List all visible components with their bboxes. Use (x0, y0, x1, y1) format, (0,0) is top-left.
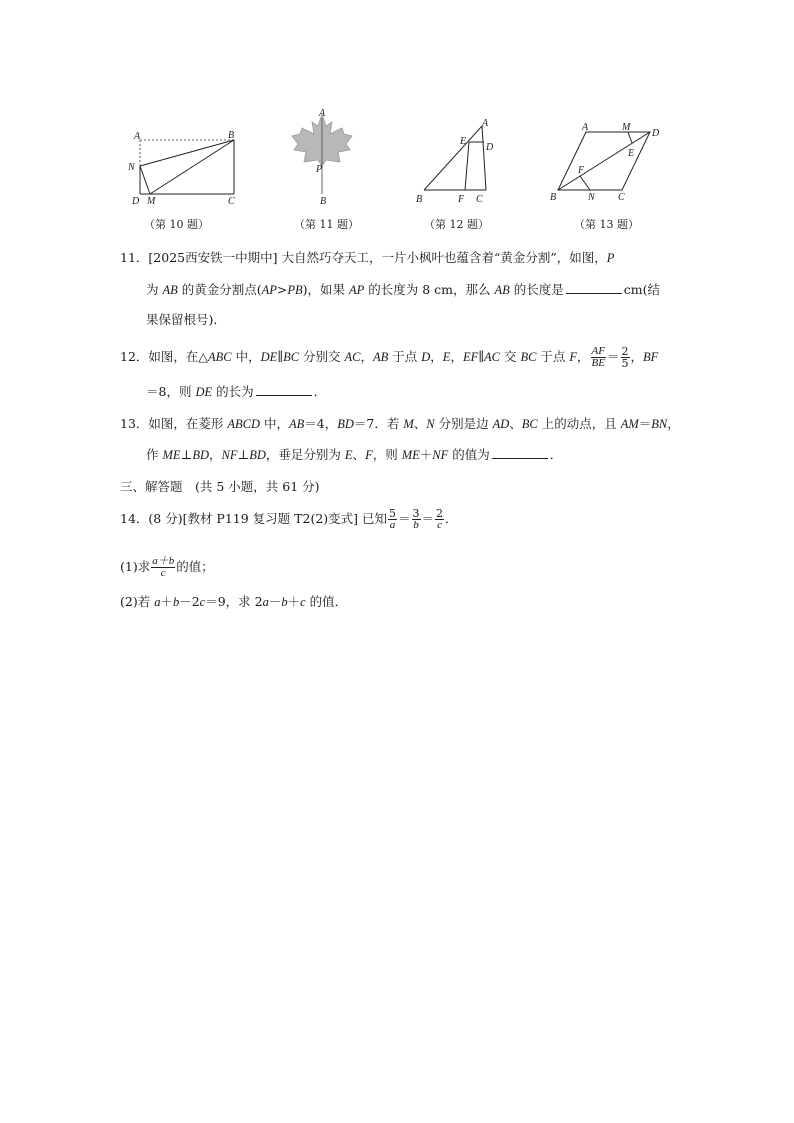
q13-text: ， (667, 416, 680, 431)
q12-var: F (569, 350, 578, 364)
q14-frac1-num: 5 (389, 507, 396, 520)
q14-part2-text: (2)若 (120, 594, 155, 609)
q12-var: ABC (208, 350, 232, 364)
fig10-label-a: A (134, 131, 141, 142)
fig10-label-b: B (228, 130, 235, 141)
q13-text: 的值为 (448, 447, 490, 462)
q13-text: ． (549, 447, 563, 462)
q13-var: AM (620, 417, 639, 431)
fig13-label-e: E (628, 148, 635, 159)
q13-text: 分别是边 (434, 416, 493, 431)
q11-text-2g: )，如果 (302, 282, 350, 297)
q14-frac3-den: c (437, 519, 442, 531)
q12-var: BF (643, 350, 659, 364)
q14-var: a (154, 595, 161, 609)
q12-line-1 (120, 346, 658, 369)
q14-part2-text: －2 (179, 594, 200, 609)
q11-text-2k: 的长度是 (509, 282, 564, 297)
figure-12 (410, 114, 500, 206)
q12-text: ， (360, 349, 374, 364)
fig13-label-m: M (622, 122, 631, 133)
q13-text: ＝7．若 (353, 416, 404, 431)
q14-eq: ＝ (421, 511, 435, 526)
fig10-label-d: D (132, 196, 140, 206)
q13-text: ，则 (372, 447, 402, 462)
fig10-label-c: C (228, 196, 235, 206)
q13-text: 中， (260, 416, 290, 431)
q13-var: M (403, 417, 414, 431)
q12-eq: ＝ (607, 349, 620, 364)
q12-answer-blank[interactable] (256, 383, 312, 396)
q13-line-2 (146, 446, 562, 464)
fig13-label-a: A (582, 122, 589, 133)
q12-text: 的长为 (212, 384, 254, 399)
q11-var-pb: PB (287, 283, 303, 297)
figure-10-caption: （第 10 题） (144, 218, 209, 231)
figure-10 (128, 128, 240, 206)
q11-gt: > (276, 282, 288, 297)
q11-text: 11．[2025西安铁一中期中] 大自然巧夺天工，一片小枫叶也蕴含着“黄金分割”，如图， (120, 250, 607, 265)
q12-text: 中， (231, 349, 261, 364)
q12-text: ， (450, 349, 463, 364)
q14-frac-5-a (388, 508, 397, 531)
q12-var: AB (373, 350, 389, 364)
fig11-label-p: P (316, 164, 323, 175)
q12-text: 12．如图，在△ (120, 349, 209, 364)
q13-text: ， (208, 447, 222, 462)
q14-part2-text: 的值． (305, 594, 348, 609)
fig12-label-c: C (476, 194, 483, 205)
q11-line-2 (146, 281, 660, 299)
figure-11-caption: （第 11 题） (294, 218, 359, 231)
q13-var: BD (192, 448, 209, 462)
figure-11 (290, 104, 370, 208)
fig13-label-f: F (578, 165, 585, 176)
fig12-label-a: A (482, 118, 489, 129)
q14-var: a (262, 595, 269, 609)
q14-frac-2-c (435, 508, 444, 531)
q14-part1-fraction (151, 556, 175, 579)
q12-parallel: ∥ (478, 349, 485, 364)
q12-text: 于点 (536, 349, 570, 364)
q12-text: 于点 (388, 349, 422, 364)
fig12-label-e: E (460, 136, 467, 147)
q13-var: AD (492, 417, 510, 431)
q14-frac2-num: 3 (412, 507, 420, 520)
q13-var: ME (162, 448, 181, 462)
q14-part-1 (120, 556, 214, 579)
q13-text: 13．如图，在菱形 (120, 416, 228, 431)
q11-text-3: 果保留根号)． (146, 312, 226, 327)
fig11-label-a: A (319, 108, 326, 119)
fig11-label-b: B (320, 196, 327, 207)
fig10-label-m: M (147, 196, 156, 206)
fig12-label-f: F (458, 194, 465, 205)
fig10-label-n: N (128, 162, 135, 173)
q13-var: ME (401, 448, 420, 462)
q12-fraction-af-be (591, 346, 606, 369)
q13-answer-blank[interactable] (492, 446, 548, 459)
q14-frac2-den: b (413, 519, 419, 531)
q11-line-1 (120, 249, 614, 267)
q13-var: BD (249, 448, 266, 462)
q14-part2-text: － (268, 594, 282, 609)
q12-text: ＝8，则 (146, 384, 196, 399)
q14-part1-num: a＋b (152, 555, 175, 567)
q13-var: F (365, 448, 373, 462)
q12-var: EF (462, 350, 479, 364)
figure-12-caption: （第 12 题） (424, 218, 489, 231)
q11-line-3 (146, 311, 226, 329)
q13-text: 上的动点，且 (537, 416, 621, 431)
q14-line-1 (120, 508, 458, 531)
figure-13-caption: （第 13 题） (574, 218, 639, 231)
q12-var: BC (520, 350, 537, 364)
fig13-label-b: B (550, 192, 557, 203)
q13-line-1 (120, 415, 680, 433)
figure-13 (546, 120, 674, 206)
q12-var: BC (283, 350, 300, 364)
q12-frac1-den: BE (591, 357, 605, 369)
q11-unit: cm(结 (623, 282, 661, 297)
q13-var: E (344, 448, 353, 462)
q14-part-2 (120, 593, 347, 611)
q14-text: 14．(8 分)[教材 P119 复习题 T2(2)变式] 已知 (120, 511, 387, 526)
figure-12-diagram (410, 114, 500, 206)
figure-10-diagram (128, 128, 240, 206)
q14-var: b (281, 595, 288, 609)
q12-var: DE (195, 385, 213, 399)
q11-var-ab-2: AB (494, 283, 510, 297)
q13-text: ，垂足分别为 (265, 447, 345, 462)
fig13-label-d: D (652, 128, 660, 139)
q14-part2-text: ＝9，求 2 (205, 594, 263, 609)
fig12-label-b: B (416, 194, 423, 205)
fig13-label-n: N (588, 192, 595, 203)
q14-part1-den: c (160, 567, 166, 579)
q14-var: b (172, 595, 180, 609)
q14-eq: ＝ (398, 511, 411, 526)
section-3-heading: 三、解答题 (共 5 小题，共 61 分) (120, 479, 320, 494)
q12-var: DE (260, 350, 278, 364)
q13-text: 、 (413, 416, 427, 431)
q11-var-ap-2: AP (349, 283, 365, 297)
q13-text: ＋ (419, 447, 433, 462)
q13-perp: ⊥ (237, 447, 250, 462)
q14-var: c (199, 595, 206, 609)
q11-var-ap: AP (261, 283, 277, 297)
q13-text: ＝ (638, 416, 652, 431)
q13-var: BD (337, 417, 354, 431)
q13-var: BN (651, 417, 668, 431)
q12-text: 分别交 (299, 349, 345, 364)
q13-text: 、 (352, 447, 366, 462)
q13-var: AB (289, 417, 305, 431)
q14-text: ． (445, 511, 458, 526)
q13-var: NF (432, 448, 449, 462)
q13-var: NF (221, 448, 238, 462)
q12-var: AC (344, 350, 361, 364)
q12-fraction-2-5 (621, 346, 630, 369)
fig12-label-d: D (486, 142, 494, 153)
q12-frac2-den: 5 (621, 357, 629, 370)
q13-text: 作 (146, 447, 163, 462)
q12-text: 交 (500, 349, 521, 364)
q14-part1-text: (1)求 (120, 559, 151, 574)
q12-text: ， (630, 349, 644, 364)
q11-text-2c: 的黄金分割点( (177, 282, 262, 297)
q14-frac-3-b (412, 508, 421, 531)
q14-part2-text: ＋ (287, 594, 301, 609)
q13-perp: ⊥ (180, 447, 193, 462)
q12-var: E (442, 350, 451, 364)
q12-parallel: ∥ (277, 349, 284, 364)
q14-part2-text: ＋ (160, 594, 173, 609)
q13-var: BC (521, 417, 538, 431)
q12-text: ， (577, 349, 590, 364)
q12-var: D (421, 350, 431, 364)
q14-part1-text: 的值； (176, 559, 214, 574)
q13-var: N (426, 417, 435, 431)
figure-13-diagram (546, 120, 674, 206)
q11-var-ab: AB (162, 283, 178, 297)
q12-frac1-num: AF (591, 345, 605, 357)
q12-text: ， (430, 349, 443, 364)
q14-var: c (300, 595, 306, 609)
q13-var: ABCD (227, 417, 261, 431)
q12-frac2-num: 2 (621, 345, 629, 358)
q14-frac1-den: a (389, 519, 396, 531)
q13-text: ＝4， (304, 416, 338, 431)
q11-text-2i: 的长度为 8 cm，那么 (364, 282, 495, 297)
q12-var: AC (484, 350, 500, 364)
q12-text: ． (313, 384, 327, 399)
q13-text: 、 (509, 416, 522, 431)
q11-var-p: P (606, 251, 615, 265)
q11-text-2a: 为 (146, 282, 163, 297)
q14-frac3-num: 2 (436, 507, 444, 520)
fig13-label-c: C (618, 192, 625, 203)
q12-line-2 (146, 383, 326, 401)
q11-answer-blank[interactable] (566, 281, 622, 294)
maple-leaf-figure (290, 104, 370, 208)
